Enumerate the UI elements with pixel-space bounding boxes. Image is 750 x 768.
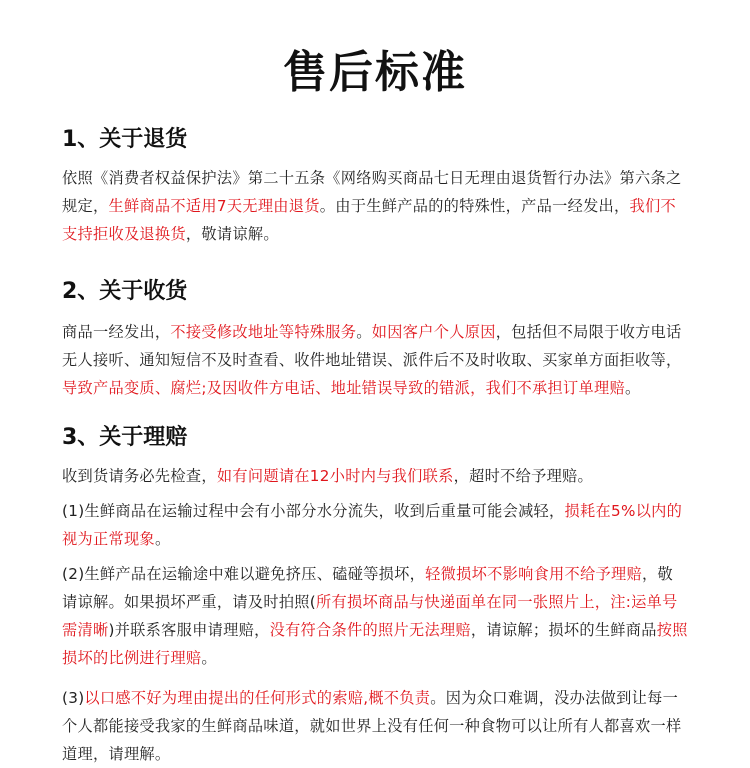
highlight-run: 没有符合条件的照片无法理赔: [269, 621, 471, 639]
highlight-run: 我们不支持拒收及退换货: [62, 197, 676, 243]
section-returns: [62, 122, 688, 248]
highlight-run: 不接受修改地址等特殊服务: [170, 323, 357, 341]
text-run: 依照《消费者权益保护法》第二十五条《网络购买商品七日无理由退货暂行办法》第六条之规定，: [62, 169, 682, 215]
claims-intro-paragraph: [62, 462, 688, 490]
text-run: ，敬请谅解。如果损坏严重，请及时拍照(: [62, 565, 673, 611]
text-run: (2)生鲜产品在运输途中难以避免挤压、磕碰等损坏，: [62, 565, 426, 583]
section-heading-claims: 3、关于理赔: [62, 425, 188, 450]
claims-item-2: [62, 560, 688, 672]
highlight-run: 按照损坏的比例进行理赔: [62, 621, 688, 667]
section-heading-receiving: 2、关于收货: [62, 279, 188, 304]
text-run: (3): [62, 689, 85, 707]
text-run: 商品一经发出，: [62, 323, 171, 341]
section-claims: [62, 420, 688, 768]
claims-item-3: [62, 684, 688, 768]
text-run: 。: [356, 323, 372, 341]
section-heading-returns: 1、关于退货: [62, 127, 188, 152]
text-run: ，超时不给予理赔。: [453, 467, 594, 485]
text-run: (1)生鲜商品在运输过程中会有小部分水分流失，收到后重量可能会减轻，: [62, 502, 565, 520]
text-run: 。由于生鲜产品的的特殊性，产品一经发出，: [319, 197, 630, 215]
highlight-run: 生鲜商品不适用7天无理由退货: [108, 197, 320, 215]
highlight-run: 如有问题请在12小时内与我们联系: [216, 467, 454, 485]
text-run: 。因为众口难调，没办法做到让每一个人都能接受我家的生鲜商品味道，就如世界上没有任何一种食物可以让所有人都喜欢一样道理，请理解。: [62, 689, 682, 763]
returns-paragraph: [62, 164, 688, 248]
highlight-run: 轻微损坏不影响食用不给予理赔: [425, 565, 642, 583]
text-run: ，敬请谅解。: [185, 225, 279, 243]
text-run: ，包括但不局限于收方电话无人接听、通知短信不及时查看、收件地址错误、派件后不及时收取、买家单方面拒收等，: [62, 323, 682, 369]
claims-item-1: [62, 497, 688, 553]
highlight-run: 如因客户个人原因: [371, 323, 496, 341]
highlight-run: 导致产品变质、腐烂;及因收件方电话、地址错误导致的错派，我们不承担订单理赔: [62, 379, 625, 397]
highlight-run: 以口感不好为理由提出的任何形式的索赔,概不负责: [84, 689, 431, 707]
receiving-paragraph: [62, 318, 688, 402]
page-title: 售后标准: [283, 47, 467, 98]
text-run: 收到货请务必先检查，: [62, 467, 217, 485]
text-run: 。: [201, 649, 217, 667]
text-run: 。: [624, 379, 641, 397]
text-run: )并联系客服申请理赔，: [108, 621, 270, 639]
section-receiving: [62, 274, 688, 402]
highlight-run: 损耗在5%以内的视为正常现象: [62, 502, 683, 548]
text-run: ，请谅解；损坏的生鲜商品: [470, 621, 657, 639]
highlight-run: 所有损坏商品与快递面单在同一张照片上，注:运单号需清晰: [62, 593, 678, 639]
text-run: 。: [154, 530, 171, 548]
